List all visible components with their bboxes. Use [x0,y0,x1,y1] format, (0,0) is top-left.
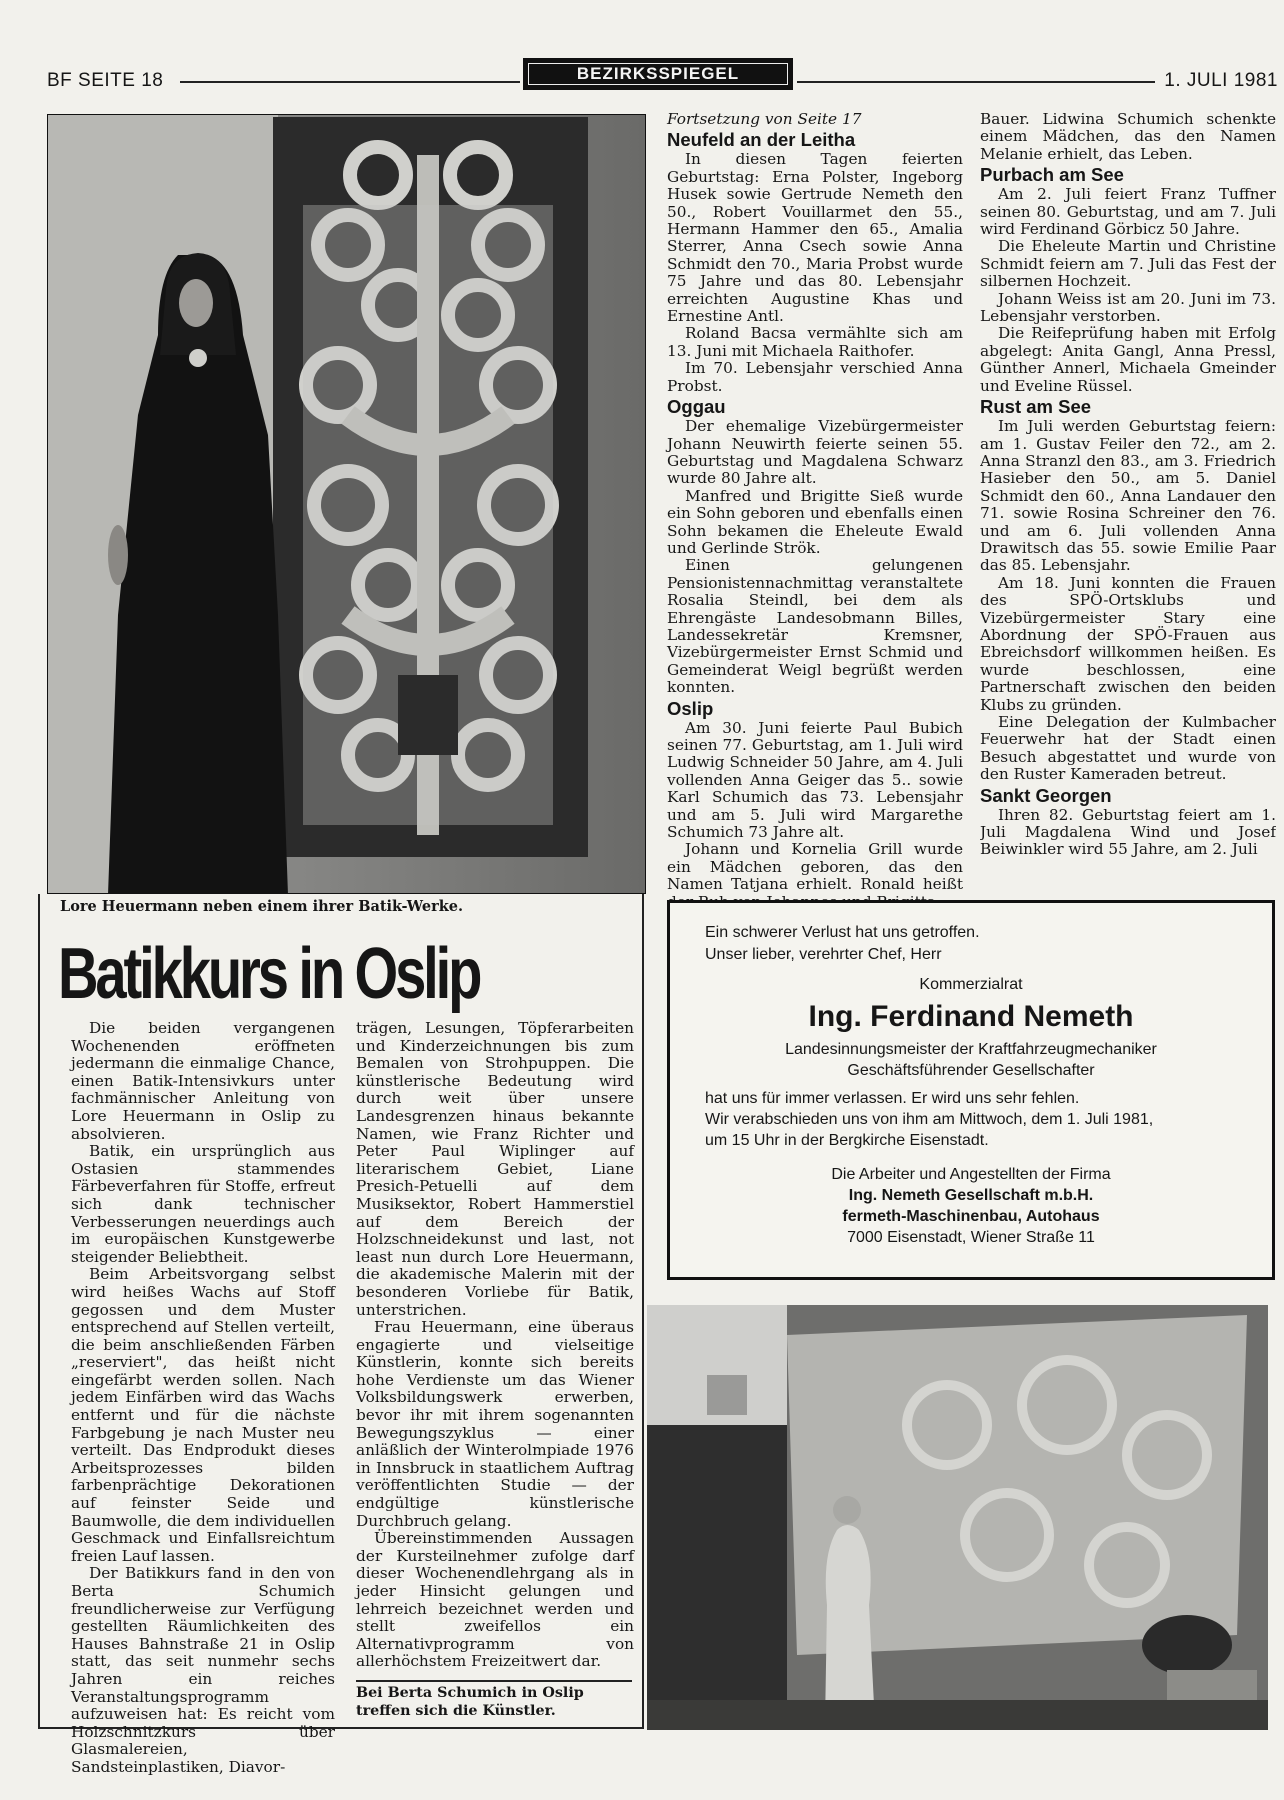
news-paragraph: Der ehemalige Vizebürgermeister Johann Neuwirth feierte seinen 55. Geburtstag und Magdalena Schwarz wurde 80 Jahre alt. [667,417,963,488]
photo-artist-batik-image [48,115,646,894]
obituary-role: Geschäftsführender Gesellschafter [847,1062,1095,1079]
article-paragraph: Übereinstimmenden Aussagen der Kursteilnehmer zufolge darf dieser Wochenendlehrgang als in jeder Hinsicht gelungen und lehrreich bezeichnet werden und stellt zweifellos ein Alternativprogramm von allerhöchstem Freizeitwert dar. [356,1529,634,1671]
article-paragraph: Die beiden vergangenen Wochenenden eröffneten jedermann die einmalige Chance, einen Batik-Intensivkurs unter fachmännischer Anleitung von Lore Heuermann in Oslip zu absolvieren. [71,1019,335,1143]
obituary-text: hat uns für immer verlassen. Er wird uns sehr fehlen. [705,1090,1080,1107]
news-heading-purbach: Purbach am See [980,164,1124,186]
obituary-signature: Die Arbeiter und Angestellten der Firma [831,1166,1111,1183]
obituary-signature: Ing. Nemeth Gesellschaft m.b.H. [848,1187,1094,1204]
news-paragraph: Im Juli werden Geburtstag feiern: am 1. Gustav Feiler den 72., am 2. Anna Stranzl den 83., am 3. Friedrich Hasieber den 50., am 5. Daniel Schmidt den 60., Anna Landauer den 71. sowie Rosina Schreiner den 76. und am 6. Juli vollenden Anna Drawitsch das 55. sowie Emilie Paar das 85. Lebensjahr. [980,417,1276,575]
section-banner [523,58,793,90]
news-paragraph: Manfred und Brigitte Sieß wurde ein Sohn geboren und ebenfalls einen Sohn bekamen die Eheleute Ewald und Gerlinde Strök. [667,486,963,557]
header-rule-left [180,81,520,83]
news-paragraph: Einen gelungenen Pensionistennachmittag veranstaltete Rosalia Steindl, bei dem als Ehrengäste Landesobmann Billes, Landessekretär Kremsner, Vizebürgermeister Ernst Schmid und Gemeinderat Weigl begrüßt werden konnten. [667,556,963,697]
article-paragraph: Batik, ein ursprünglich aus Ostasien stammendes Färbeverfahren für Stoffe, erfreut sich dank technischer Verbesserungen neuerdings auch im europäischen Kunstgewerbe steigender Beliebtheit. [71,1142,335,1266]
header-rule-right [797,81,1155,83]
obituary-signature: 7000 Eisenstadt, Wiener Straße 11 [847,1229,1095,1246]
obituary-notice [667,900,1275,1280]
obituary-name: Ing. Ferdinand Nemeth [808,1000,1134,1033]
news-paragraph: Johann und Kornelia Grill wurde ein Mädchen geboren, das den Namen Tatjana erhielt. Ronald heißt [667,840,963,894]
obituary-line: Ein schwerer Verlust hat uns getroffen. [705,924,980,941]
local-news-column-2 [980,111,1276,859]
article-paragraph: Der Batikkurs fand in den von Berta Schumich freundlicherweise zur Verfügung gestellten Räumlichkeiten des Hauses Bahnstraße 21 in Oslip statt, das seit nunmehr sechs Jahren ein reiches Veranstaltungsprogramm aufzuweisen hat: Es reicht vom Holzschnitzkurs über Glasmalereien, Sandsteinplastiken, Diavor- [71,1564,335,1776]
article-column-2 [356,1020,634,1671]
photo1-caption: Lore Heuermann neben einem ihrer Batik-Werke. [60,898,464,915]
obituary-role: Landesinnungsmeister der Kraftfahrzeugmechaniker [785,1041,1157,1058]
news-paragraph: In diesen Tagen feierten Geburtstag: Erna Polster, Ingeborg Husek sowie Gertrude Nemeth den 50., Robert Vouillarmet den 55., Hermann Hammer den 65., Amalia Sterrer, Anna Csech sowie Anna Schmidt den 70., Maria Probst wurde 75 Jahre und das 80. Lebensjahr erreichten Augustine Khas und Ernestine Antl. [667,150,963,326]
photo-courtyard-batik [647,1305,1268,1730]
issue-date: 1. JULI 1981 [1164,70,1278,91]
article-paragraph: trägen, Lesungen, Töpferarbeiten und Kinderzeichnungen bis zum Bemalen von Strohpuppen. Die künstlerische Bedeutung wird durch weit über unsere Landesgrenzen hinaus bekannte Namen, wie Franz Richter und Peter Paul Wiplinger auf literarischem Gebiet, Liane Presich-Petuelli auf dem Musiksektor, Robert Hammerstiel auf dem Bereich der Holzschneidekunst und last, not least nun durch Lore Heuermann, die akademische Malerin mit der besonderen Vorliebe für Batik, unterstrichen. [356,1019,634,1319]
local-news-column-1 [667,111,963,911]
news-paragraph: Die Eheleute Martin und Christine Schmidt feiern am 7. Juli das Fest der silbernen Hochzeit. [980,237,1276,291]
news-heading-neufeld: Neufeld an der Leitha [667,129,856,151]
news-paragraph: Im 70. Lebensjahr verschied Anna Probst. [667,359,963,395]
news-paragraph: Bauer. Lidwina Schumich schenkte einem Mädchen, das den Namen Melanie erhielt, das Leben. [980,111,1276,163]
page-number: BF SEITE 18 [47,70,164,91]
obituary-title: Kommerzialrat [919,976,1023,993]
news-heading-oslip: Oslip [667,697,714,719]
news-paragraph: Eine Delegation der Kulmbacher Feuerwehr hat der Stadt einen Besuch abgestattet und wurde von den Ruster Kameraden betreut. [980,713,1276,784]
article-column-1 [71,1020,335,1777]
news-heading-rust: Rust am See [980,396,1092,418]
article-frame-right [642,894,644,1728]
news-paragraph: Am 2. Juli feiert Franz Tuffner seinen 80. Geburtstag, und am 7. Juli wird Ferdinand Görbicz 50 Jahre. [980,185,1276,239]
section-title: BEZIRKSSPIEGEL [528,63,788,85]
news-heading-oggau: Oggau [667,396,726,418]
continued-note: Fortsetzung von Seite 17 [667,110,862,128]
obituary-text: Wir verabschieden uns von ihm am Mittwoch, dem 1. Juli 1981, [705,1111,1154,1128]
article-paragraph: Frau Heuermann, eine überaus engagierte und vielseitige Künstlerin, konnte sich bereits hohe Verdienste um das Wiener Volksbildungswerk erwerben, bevor ihr mit ihrem sogenannten Bewegungszyklus — einer anläßlich der Winterolmpiade 1976 in Innsbruck in staatlichem Auftrag veröffentlichten Studie — der endgültige künstlerische Durchbruch gelang. [356,1318,634,1530]
obituary-line: Unser lieber, verehrter Chef, Herr [705,946,942,963]
news-paragraph: Roland Bacsa vermählte sich am 13. Juni mit Michaela Raithofer. [667,324,963,360]
photo2-caption: Bei Berta Schumich in Oslip treffen sich die Künstler. [356,1680,632,1720]
news-paragraph: Ihren 82. Geburtstag feiert am 1. Juli Magdalena Wind und Josef Beiwinkler wird 55 Jahre, am 2. Juli [980,805,1276,859]
news-paragraph: Am 30. Juni feierte Paul Bubich seinen 77. Geburtstag, am 1. Juli wird Ludwig Schneider 50 Jahre, am 4. Juli vollenden Anna Geiger das 5.. sowie Karl Schumich das 73. Lebensjahr und am 5. Juli wird Margarethe Schumich 73 Jahre alt. [667,718,963,842]
news-paragraph: Johann Weiss ist am 20. Juni im 73. Lebensjahr verstorben. [980,289,1276,326]
photo-courtyard-image [647,1305,1268,1730]
obituary-text: um 15 Uhr in der Bergkirche Eisenstadt. [705,1132,989,1149]
article-headline: Batikkurs in Oslip [58,934,480,1014]
article-paragraph: Beim Arbeitsvorgang selbst wird heißes Wachs auf Stoff gegossen und dem Muster entsprechend auf Stellen verteilt, die beim anschließenden Färben „reserviert", das heißt nicht eingefärbt werden sollen. Nach jedem Einfärben wird das Wachs entfernt und für die nächste Farbgebung je nach Muster neu verteilt. Das Endprodukt dieses Arbeitsprozesses bilden farbenprächtige Dekorationen auf feinster Seide und Baumwolle, die dem individuellen Geschmack und Einfallsreichtum freien Lauf lassen. [71,1265,335,1565]
photo-artist-batik [47,114,646,894]
news-heading-sankt-georgen: Sankt Georgen [980,784,1112,806]
obituary-signature: fermeth-Maschinenbau, Autohaus [842,1208,1100,1225]
news-paragraph: Die Reifeprüfung haben mit Erfolg abgelegt: Anita Gangl, Anna Pressl, Günther Annerl, Michaela Gmeinder und Eveline Rüssel. [980,324,1276,395]
news-paragraph: Am 18. Juni konnten die Frauen des SPÖ-Ortsklubs und Vizebürgermeister Stary eine Abordnung der SPÖ-Frauen aus Ebreichsdorf willkommen heißen. Es wurde beschlossen, eine Partnerschaft zwischen den beiden Klubs zu gründen. [980,573,1276,714]
article-frame-left [38,894,40,1728]
